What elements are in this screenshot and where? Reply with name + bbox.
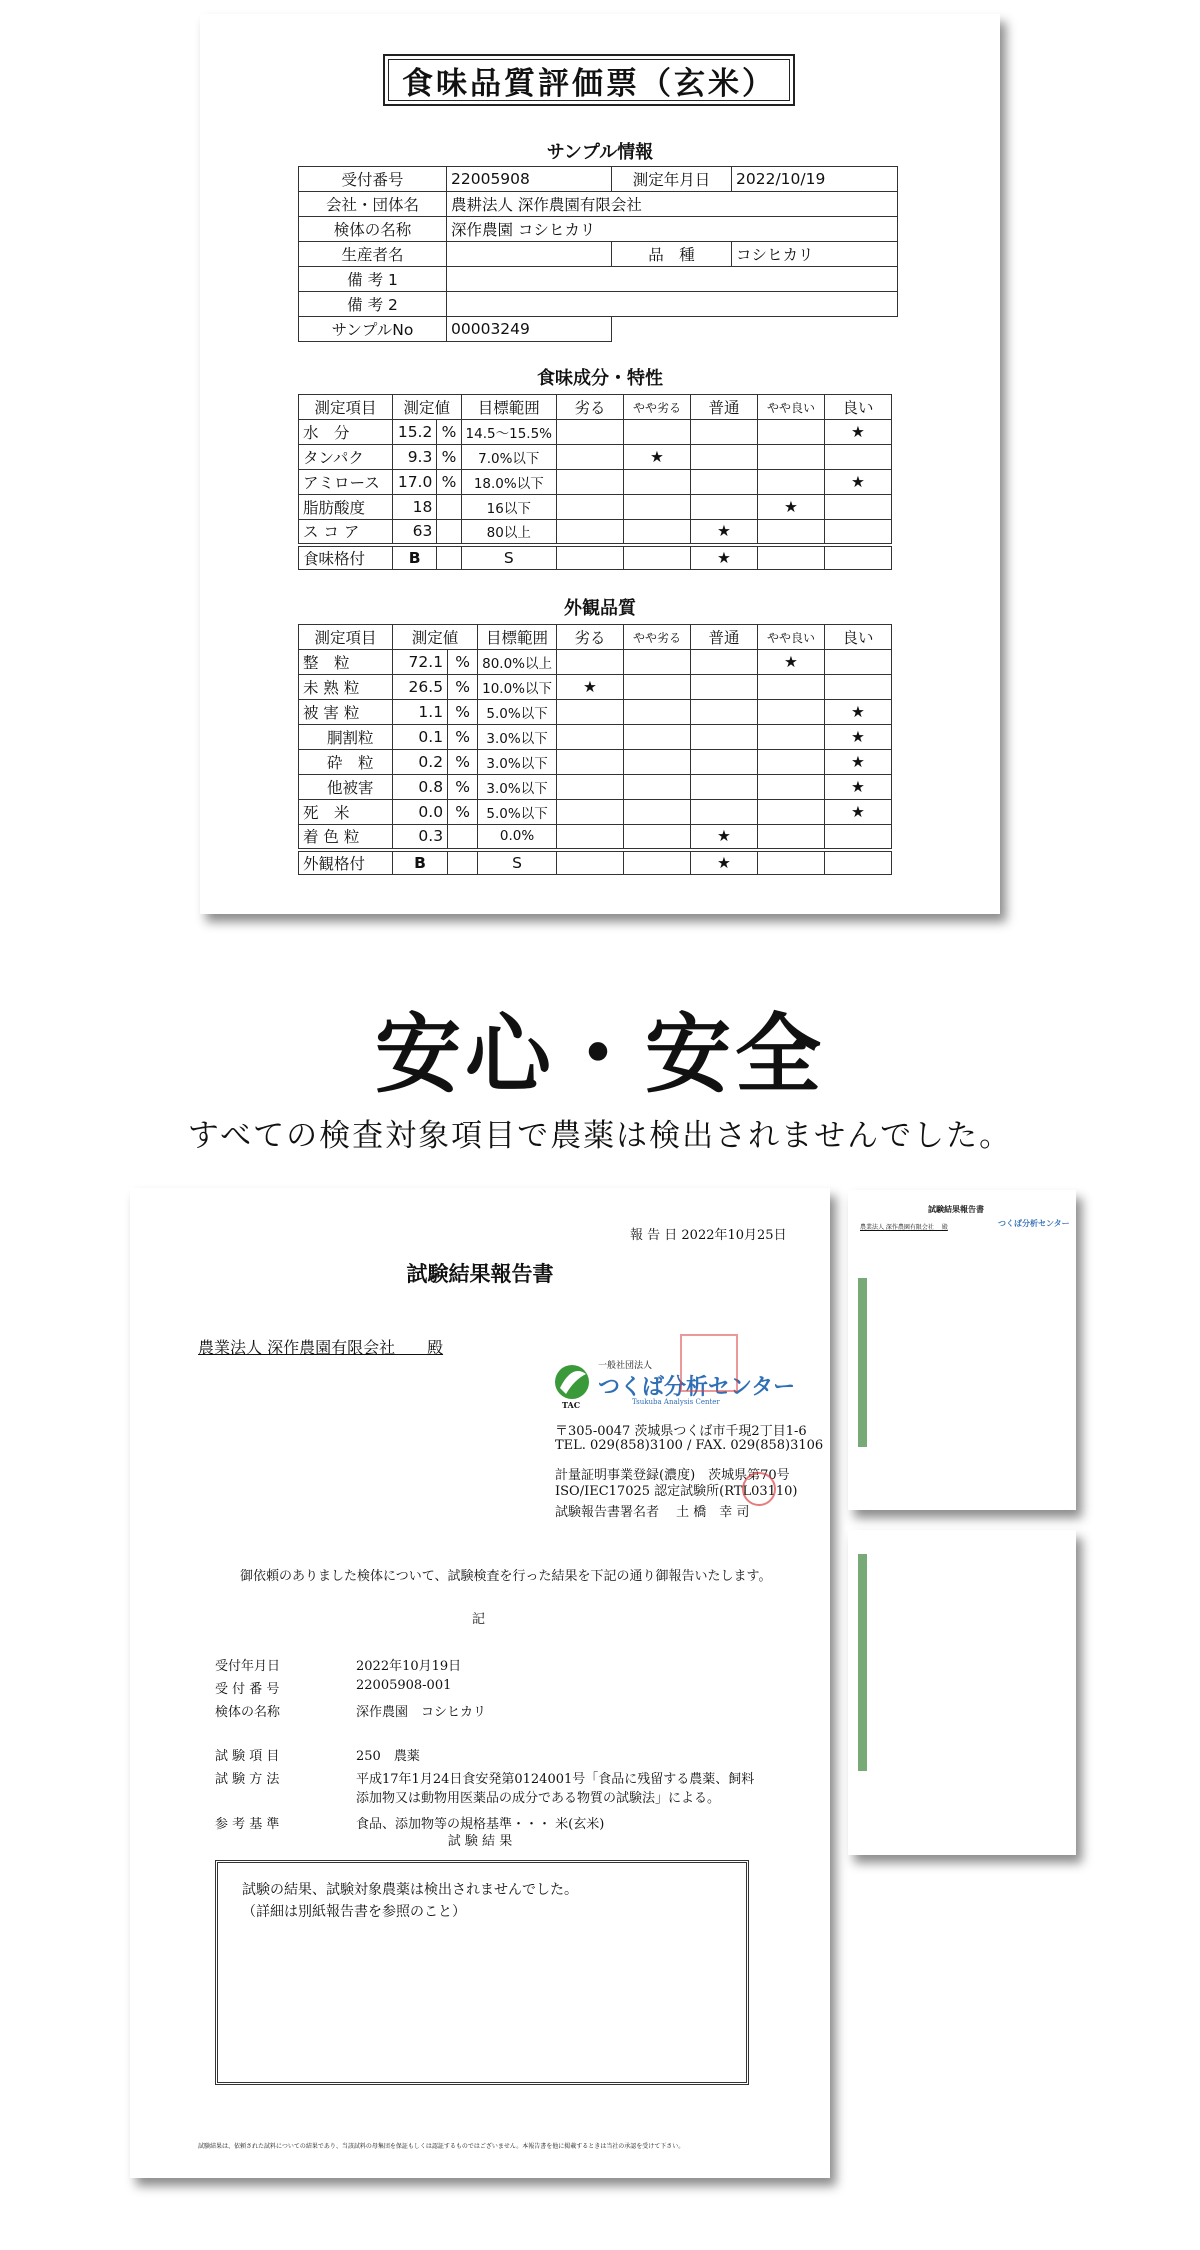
star-icon: ★	[825, 470, 892, 495]
row-item: 整 粒	[299, 650, 393, 675]
results-heading: 試 験 結 果	[447, 1834, 513, 1849]
date-value: 2022/10/19	[732, 167, 898, 192]
rating-cell	[758, 520, 825, 545]
rating-cell	[691, 470, 758, 495]
thumb-cell	[866, 1765, 867, 1771]
row-target: 5.0%以下	[478, 800, 557, 825]
report-footer: 試験結果は、依頼された試料についての結果であり、当該試料の母集団を保証もしくは認証するものではございません。本報告書を他に掲載するときは当社の承認を受けて下さい。	[198, 2143, 685, 2150]
producer-value	[447, 242, 612, 267]
star-icon: ★	[825, 725, 892, 750]
row-unit: %	[448, 800, 478, 825]
appearance-table	[298, 624, 892, 875]
rating-cell	[557, 800, 624, 825]
rating-cell	[825, 650, 892, 675]
company-value: 農耕法人 深作農園有限会社	[447, 192, 898, 217]
detail-report-page-1	[848, 1190, 1076, 1510]
row-target: 3.0%以下	[478, 725, 557, 750]
rating-cell	[624, 420, 691, 445]
row-unit: %	[448, 725, 478, 750]
rating-cell	[624, 700, 691, 725]
table-row	[299, 775, 892, 800]
note2-value	[447, 292, 898, 317]
receipt-value: 22005908	[447, 167, 612, 192]
row-unit: %	[437, 420, 461, 445]
test-report-sheet	[130, 1188, 830, 2178]
rating-cell	[758, 675, 825, 700]
row-target: 10.0%以下	[478, 675, 557, 700]
rating-cell	[758, 775, 825, 800]
row-item: 胴割粒	[299, 725, 393, 750]
rating-cell	[825, 495, 892, 520]
thumb-lab-name: つくば分析センター	[998, 1219, 1070, 1228]
rating-cell	[825, 520, 892, 545]
row-item: 死 米	[299, 800, 393, 825]
row-value: 1.1	[393, 700, 448, 725]
company-stamp	[680, 1334, 738, 1392]
table-row	[299, 675, 892, 700]
row-value: 72.1	[393, 650, 448, 675]
rating-cell	[624, 650, 691, 675]
specimen-name-value: 深作農園 コシヒカリ	[356, 1705, 487, 1720]
table-row	[299, 420, 892, 445]
row-target: 3.0%以下	[478, 750, 557, 775]
header-5: 普通	[691, 625, 758, 650]
sampleno-label: サンプルNo	[299, 317, 447, 342]
grade-row	[299, 545, 892, 570]
rating-cell	[624, 825, 691, 850]
lab-english: Tsukuba Analysis Center	[632, 1398, 720, 1406]
list-item	[859, 1765, 867, 1771]
rating-cell	[758, 545, 825, 570]
header-2: 目標範囲	[461, 395, 556, 420]
row-target: 16以下	[461, 495, 556, 520]
row-item: 未 熟 粒	[299, 675, 393, 700]
table-row	[299, 470, 892, 495]
specimen-value: 深作農園 コシヒカリ	[447, 217, 898, 242]
row-target: 0.0%	[478, 825, 557, 850]
sample-info-heading: サンプル情報	[546, 142, 654, 163]
table-row	[299, 750, 892, 775]
report-intro: 御依頼のありました検体について、試験検査を行った結果を下記の通り御報告いたします。	[240, 1569, 772, 1584]
row-item: 砕 粒	[299, 750, 393, 775]
header-5: 普通	[691, 395, 758, 420]
results-box	[215, 1860, 749, 2085]
row-unit: %	[448, 650, 478, 675]
rating-cell	[624, 800, 691, 825]
report-addressee: 農業法人 深作農園有限会社 殿	[198, 1338, 444, 1357]
row-target: 80.0%以上	[478, 650, 557, 675]
row-value: 18	[393, 495, 437, 520]
report-date: 報 告 日 2022年10月25日	[630, 1228, 787, 1243]
thumb-table	[858, 1554, 867, 1771]
row-item: 被 害 粒	[299, 700, 393, 725]
table-row	[299, 520, 892, 545]
rating-cell	[691, 700, 758, 725]
row-item: 他被害	[299, 775, 393, 800]
rating-cell	[557, 420, 624, 445]
rating-cell	[825, 445, 892, 470]
rating-cell	[624, 470, 691, 495]
rating-cell	[691, 750, 758, 775]
report-title: 試験結果報告書	[406, 1261, 554, 1286]
lab-tel: TEL. 029(858)3100 / FAX. 029(858)3106	[555, 1438, 824, 1453]
row-value: 0.0	[393, 800, 448, 825]
thumb-title: 試験結果報告書	[928, 1205, 984, 1214]
table-row	[299, 445, 892, 470]
rating-cell	[624, 750, 691, 775]
results-line-2: （詳細は別紙報告書を参照のこと）	[242, 1904, 466, 1920]
star-icon: ★	[624, 445, 691, 470]
rating-cell	[758, 800, 825, 825]
rating-cell	[758, 725, 825, 750]
lab-name: つくば分析センター	[598, 1375, 796, 1400]
note1-label: 備 考 1	[299, 267, 447, 292]
lab-abbr: TAC	[562, 1400, 581, 1410]
grade-label: 外観格付	[299, 850, 393, 875]
received-label: 受付年月日	[215, 1659, 281, 1674]
star-icon: ★	[825, 420, 892, 445]
thumb-addressee: 農業法人 深作農園有限会社 殿	[860, 1224, 948, 1231]
row-item: 水 分	[299, 420, 393, 445]
header-value: 測定値	[393, 625, 478, 650]
star-icon: ★	[825, 800, 892, 825]
star-icon: ★	[691, 825, 758, 850]
rating-cell	[758, 850, 825, 875]
test-items-value: 250 農薬	[356, 1749, 420, 1764]
rating-cell	[691, 775, 758, 800]
rating-cell	[624, 675, 691, 700]
rating-cell	[557, 750, 624, 775]
table-row	[299, 725, 892, 750]
receipt-label: 受付番号	[299, 167, 447, 192]
list-item	[859, 1441, 867, 1447]
rating-cell	[624, 545, 691, 570]
row-value: 17.0	[393, 470, 437, 495]
results-line-1: 試験の結果、試験対象農薬は検出されませんでした。	[242, 1882, 578, 1898]
rating-cell	[758, 445, 825, 470]
row-value: 0.3	[393, 825, 448, 850]
header-6: やや良い	[758, 625, 825, 650]
rating-cell	[624, 775, 691, 800]
note1-value	[447, 267, 898, 292]
row-target: 7.0%以下	[461, 445, 556, 470]
table-row	[299, 700, 892, 725]
header-6: やや良い	[758, 395, 825, 420]
rating-cell	[557, 650, 624, 675]
row-item: アミロース	[299, 470, 393, 495]
row-item: ス コ ア	[299, 520, 393, 545]
rating-cell	[758, 470, 825, 495]
rating-cell	[624, 520, 691, 545]
star-icon: ★	[825, 750, 892, 775]
taste-table	[298, 394, 892, 570]
thumb-table	[858, 1278, 867, 1447]
grade-unit	[448, 850, 478, 875]
report-ki: 記	[472, 1612, 486, 1627]
row-unit: %	[437, 445, 461, 470]
date-label: 測定年月日	[612, 167, 732, 192]
sample-info-table	[298, 166, 898, 342]
grade-unit	[437, 545, 461, 570]
lab-registration-1: 計量証明事業登録(濃度) 茨城県第70号	[555, 1468, 790, 1483]
table-row	[299, 825, 892, 850]
evaluation-title: 食味品質評価票（玄米）	[383, 54, 795, 106]
lab-logo	[552, 1356, 796, 1416]
received-value: 2022年10月19日	[356, 1659, 462, 1674]
signer-seal	[742, 1472, 776, 1506]
row-target: 3.0%以下	[478, 775, 557, 800]
star-icon: ★	[825, 700, 892, 725]
star-icon: ★	[691, 850, 758, 875]
rating-cell	[557, 850, 624, 875]
rating-cell	[758, 825, 825, 850]
header-3: 劣る	[557, 395, 624, 420]
row-value: 26.5	[393, 675, 448, 700]
row-target: 5.0%以下	[478, 700, 557, 725]
row-value: 0.1	[393, 725, 448, 750]
specimen-label: 検体の名称	[299, 217, 447, 242]
header-value: 測定値	[393, 395, 462, 420]
table-row	[299, 800, 892, 825]
report-signer: 試験報告書署名者 土 橋 幸 司	[555, 1505, 750, 1520]
rating-cell	[557, 725, 624, 750]
thumb-cell	[866, 1441, 867, 1447]
grade-label: 食味格付	[299, 545, 393, 570]
rating-cell	[758, 750, 825, 775]
rating-cell	[825, 545, 892, 570]
rating-cell	[825, 825, 892, 850]
row-item: 着 色 粒	[299, 825, 393, 850]
rating-cell	[691, 420, 758, 445]
header-4: やや劣る	[624, 625, 691, 650]
row-unit	[437, 520, 461, 545]
row-value: 0.2	[393, 750, 448, 775]
grade-target: S	[478, 850, 557, 875]
rating-cell	[758, 700, 825, 725]
header-item: 測定項目	[299, 625, 393, 650]
row-unit: %	[448, 750, 478, 775]
rating-cell	[557, 545, 624, 570]
rating-cell	[624, 495, 691, 520]
lab-address: 〒305-0047 茨城県つくば市千現2丁目1-6	[555, 1424, 807, 1439]
detail-report-page-2	[848, 1530, 1076, 1855]
row-item: タンパク	[299, 445, 393, 470]
rating-cell	[825, 850, 892, 875]
rating-cell	[825, 675, 892, 700]
note2-label: 備 考 2	[299, 292, 447, 317]
variety-label: 品 種	[612, 242, 732, 267]
rating-cell	[624, 725, 691, 750]
row-unit: %	[448, 775, 478, 800]
grade-target: S	[461, 545, 556, 570]
receipt-no-value: 22005908-001	[356, 1678, 452, 1693]
producer-label: 生産者名	[299, 242, 447, 267]
rating-cell	[557, 775, 624, 800]
row-value: 9.3	[393, 445, 437, 470]
rating-cell	[557, 445, 624, 470]
variety-value: コシヒカリ	[732, 242, 898, 267]
row-unit: %	[448, 700, 478, 725]
test-method-line1: 平成17年1月24日食安発第0124001号「食品に残留する農薬、飼料	[356, 1772, 755, 1787]
sampleno-value: 00003249	[447, 317, 612, 342]
company-label: 会社・団体名	[299, 192, 447, 217]
header-item: 測定項目	[299, 395, 393, 420]
row-value: 0.8	[393, 775, 448, 800]
grade-row	[299, 850, 892, 875]
rating-cell	[691, 675, 758, 700]
rating-cell	[557, 825, 624, 850]
rating-cell	[624, 850, 691, 875]
header-2: 目標範囲	[478, 625, 557, 650]
star-icon: ★	[557, 675, 624, 700]
row-target: 14.5～15.5%	[461, 420, 556, 445]
rating-cell	[691, 445, 758, 470]
star-icon: ★	[691, 520, 758, 545]
taste-evaluation-sheet	[200, 14, 1000, 914]
star-icon: ★	[691, 545, 758, 570]
row-unit: %	[448, 675, 478, 700]
rating-cell	[557, 470, 624, 495]
appearance-heading: 外観品質	[564, 598, 636, 619]
row-value: 15.2	[393, 420, 437, 445]
test-method-label: 試 験 方 法	[215, 1772, 280, 1787]
row-unit	[448, 825, 478, 850]
reference-standard-label: 参 考 基 準	[215, 1817, 280, 1832]
taste-heading: 食味成分・特性	[537, 368, 663, 389]
row-target: 18.0%以下	[461, 470, 556, 495]
grade-value: B	[393, 850, 448, 875]
star-icon: ★	[758, 495, 825, 520]
rating-cell	[557, 495, 624, 520]
header-4: やや劣る	[624, 395, 691, 420]
header-3: 劣る	[557, 625, 624, 650]
row-target: 80以上	[461, 520, 556, 545]
rating-cell	[557, 700, 624, 725]
specimen-name-label: 検体の名称	[215, 1705, 281, 1720]
rating-cell	[691, 495, 758, 520]
rating-cell	[691, 800, 758, 825]
row-unit: %	[437, 470, 461, 495]
slogan-heading: 安心・安全	[375, 1004, 825, 1105]
lab-prefix: 一般社団法人	[598, 1361, 653, 1371]
rating-cell	[691, 725, 758, 750]
rating-cell	[758, 420, 825, 445]
rating-cell	[691, 650, 758, 675]
receipt-no-label: 受 付 番 号	[215, 1682, 280, 1697]
header-7: 良い	[825, 395, 892, 420]
table-row	[299, 650, 892, 675]
rating-cell	[557, 520, 624, 545]
table-row	[299, 495, 892, 520]
grade-value: B	[393, 545, 437, 570]
row-item: 脂肪酸度	[299, 495, 393, 520]
lab-registration-2: ISO/IEC17025 認定試験所(RTL03110)	[555, 1484, 798, 1499]
row-unit	[437, 495, 461, 520]
star-icon: ★	[758, 650, 825, 675]
row-value: 63	[393, 520, 437, 545]
test-method-line2: 添加物又は動物用医薬品の成分である物質の試験法」による。	[356, 1791, 721, 1806]
pesticide-statement: すべての検査対象項目で農薬は検出されませんでした。	[187, 1118, 1013, 1154]
reference-standard-value: 食品、添加物等の規格基準・・・ 米(玄米)	[356, 1817, 605, 1832]
header-7: 良い	[825, 625, 892, 650]
star-icon: ★	[825, 775, 892, 800]
test-items-label: 試 験 項 目	[215, 1749, 280, 1764]
